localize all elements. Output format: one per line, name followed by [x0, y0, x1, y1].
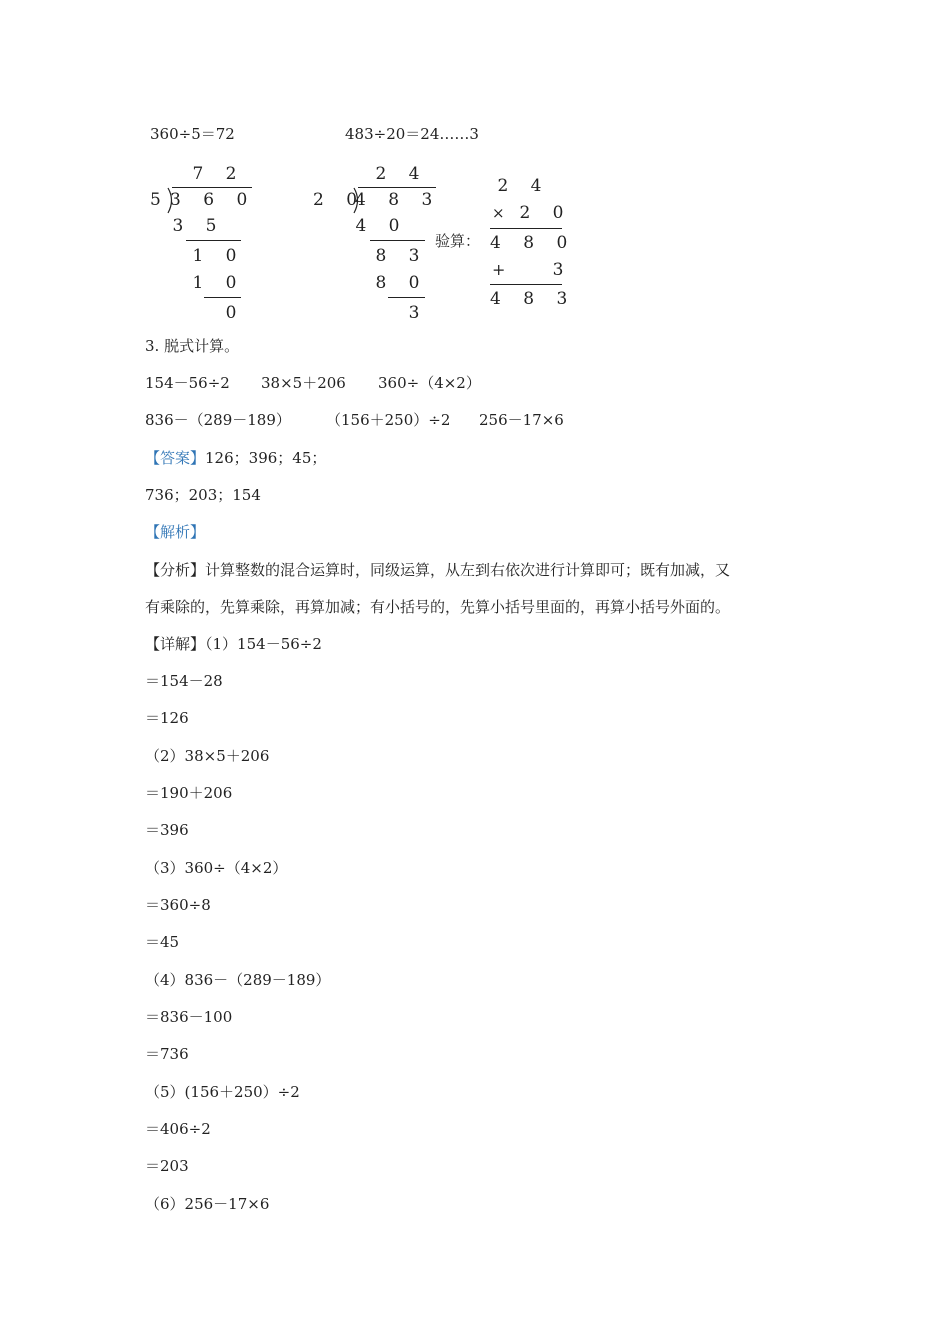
division-bar	[358, 187, 436, 188]
detail-line: 【详解】（1）154－56÷2	[145, 635, 322, 653]
answer-tag: 【答案】	[145, 449, 206, 467]
step-line: ＝203	[145, 1157, 189, 1175]
analysis-line-2: 有乘除的，先算乘除，再算加减；有小括号的，先算小括号里面的，再算小括号外面的。	[145, 598, 731, 616]
answer-line-2: 736；203；154	[145, 486, 261, 504]
step-row: 3 5	[172, 216, 225, 236]
divisor: 5	[150, 190, 170, 210]
step-line: ＝360÷8	[145, 896, 211, 914]
step-line: ＝736	[145, 1045, 189, 1063]
detail-tag: 【详解】	[145, 635, 206, 653]
dividend: 4 8 3	[355, 190, 441, 210]
step-line	[370, 240, 425, 241]
step-line: ＝406÷2	[145, 1120, 211, 1138]
expression: （156＋250）÷2	[326, 411, 451, 429]
division-bar	[172, 187, 252, 188]
step-line: （4）836－（289－189）	[145, 971, 331, 989]
step-line: ＝396	[145, 821, 189, 839]
step-row: 0	[225, 303, 245, 323]
quotient: 7 2	[192, 164, 245, 184]
check-row-5: 4 8 3	[490, 289, 576, 309]
step-line: ＝126	[145, 709, 189, 727]
step-line: （6）256－17×6	[145, 1195, 270, 1213]
check-row-3: 4 8 0	[490, 233, 576, 253]
step-row: 1 0	[192, 273, 245, 293]
step-row: 4 0	[355, 216, 408, 236]
step-line: （2）38×5＋206	[145, 747, 270, 765]
step-line: （5）(156＋250）÷2	[145, 1083, 300, 1101]
expression: 38×5＋206	[261, 374, 346, 392]
step-row: 8 3	[375, 246, 428, 266]
equation-div2: 483÷20＝24……3	[345, 125, 479, 143]
step-line: ＝190＋206	[145, 784, 233, 802]
plus-sign: +	[492, 260, 506, 279]
step-line	[186, 240, 241, 241]
step-row: 3	[408, 303, 428, 323]
fenxi-tag: 【分析】	[145, 561, 206, 579]
step-line: ＝45	[145, 933, 180, 951]
step-line: ＝154－28	[145, 672, 223, 690]
question-title: 3. 脱式计算。	[145, 337, 240, 355]
check-row-1: 2 4	[497, 176, 550, 196]
check-line	[490, 284, 562, 285]
expression: 836－（289－189）	[145, 411, 291, 429]
analysis-tag: 【解析】	[145, 523, 206, 541]
step-row: 1 0	[192, 246, 245, 266]
check-row-2: 2 0	[519, 203, 572, 223]
check-label: 验算：	[435, 232, 481, 250]
dividend: 3 6 0	[170, 190, 256, 210]
answer-line-1	[145, 448, 326, 468]
check-row-4: 3	[552, 260, 572, 280]
multiply-sign: ×	[492, 204, 505, 222]
quotient: 2 4	[375, 164, 428, 184]
step-line	[204, 297, 241, 298]
analysis-line-1: 【分析】计算整数的混合运算时，同级运算，从左到右依次进行计算即可；既有加减，又	[145, 561, 731, 579]
check-line	[490, 228, 562, 229]
step-line	[388, 297, 425, 298]
expression: 360÷（4×2）	[378, 374, 481, 392]
step-line: ＝836－100	[145, 1008, 233, 1026]
step-row: 8 0	[375, 273, 428, 293]
answer-values: 126；396；45；	[205, 449, 327, 467]
expression: 154－56÷2	[145, 374, 230, 392]
equation-div1: 360÷5＝72	[150, 125, 235, 143]
expression: 256－17×6	[479, 411, 564, 429]
divisor: 2 0	[313, 190, 366, 210]
step-line: （3）360÷（4×2）	[145, 859, 288, 877]
